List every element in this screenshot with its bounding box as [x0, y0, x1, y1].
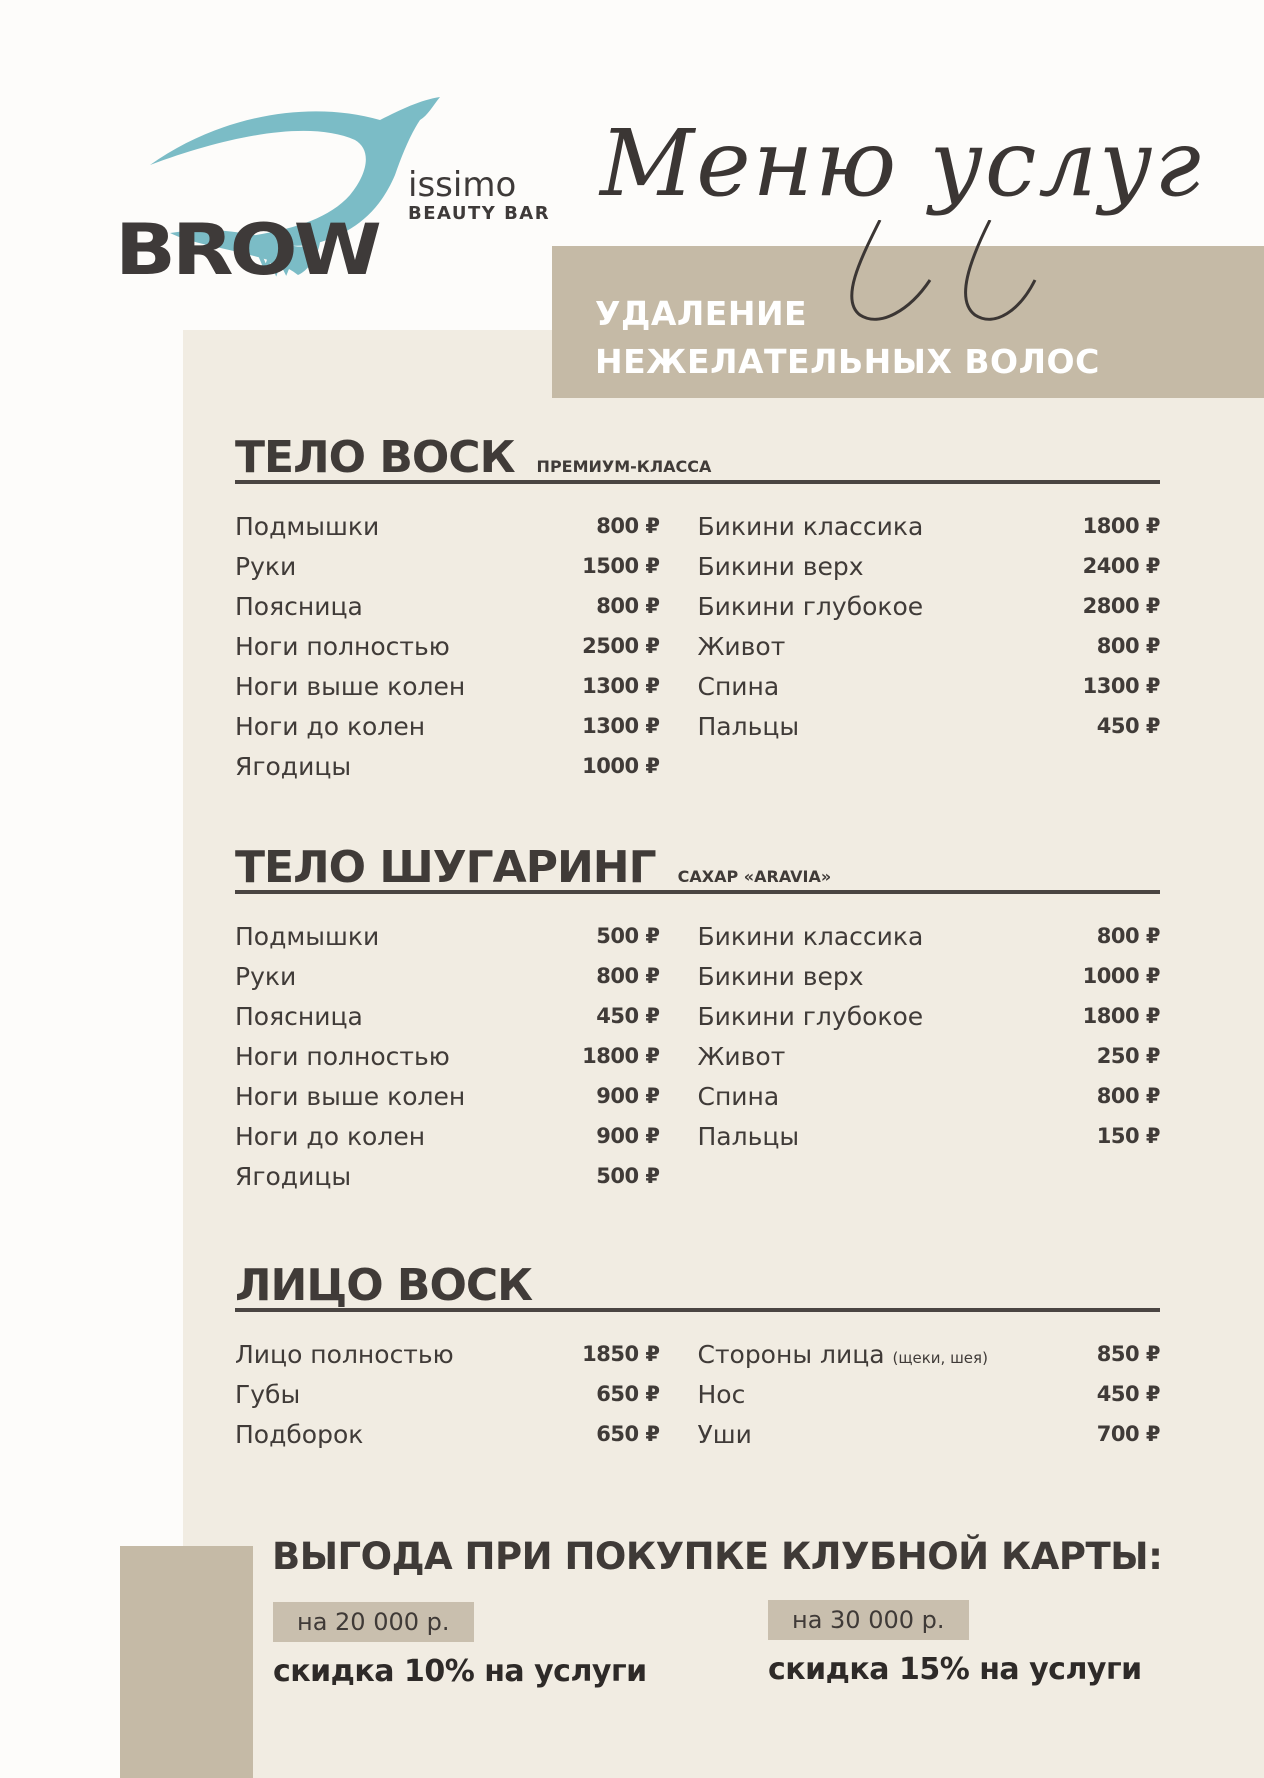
price-row — [698, 1116, 1161, 1156]
service-name: Ноги полностью — [235, 631, 450, 661]
service-name: Уши — [697, 1419, 752, 1449]
service-price: 800 ₽ — [596, 964, 660, 988]
price-row — [235, 626, 660, 666]
service-price: 450 ₽ — [1096, 714, 1160, 738]
service-price: 1300 ₽ — [1082, 674, 1160, 698]
price-row — [698, 1334, 1161, 1374]
service-price: 1000 ₽ — [582, 754, 660, 778]
banner-line-2: НЕЖЕЛАТЕЛЬНЫХ ВОЛОС — [595, 342, 1100, 381]
price-row — [235, 996, 660, 1036]
price-column-right — [698, 506, 1161, 786]
section-title: ТЕЛО ШУГАРИНГ — [235, 842, 656, 893]
section-header — [235, 1260, 1160, 1312]
service-name: Ягодицы — [235, 1161, 352, 1191]
price-row — [698, 666, 1161, 706]
service-price: 1800 ₽ — [1082, 1004, 1160, 1028]
service-name: Ноги до колен — [235, 711, 426, 741]
service-name: Живот — [697, 631, 786, 661]
price-row — [698, 546, 1161, 586]
price-row — [235, 1334, 660, 1374]
price-row — [698, 506, 1161, 546]
service-name: Пальцы — [697, 1121, 800, 1151]
service-name: Поясница — [235, 591, 363, 621]
service-price: 2500 ₽ — [582, 634, 660, 658]
service-price: 250 ₽ — [1096, 1044, 1160, 1068]
service-name: Бикини верх — [697, 961, 864, 991]
service-name: Ноги до колен — [235, 1121, 426, 1151]
service-price: 800 ₽ — [1096, 634, 1160, 658]
section-body-sugaring — [235, 842, 1160, 1196]
service-price: 850 ₽ — [1096, 1342, 1160, 1366]
price-row — [235, 1116, 660, 1156]
price-row — [235, 546, 660, 586]
section-face-wax — [235, 1260, 1160, 1454]
tier-discount: скидка 15% на услуги — [768, 1652, 1142, 1687]
section-body-wax — [235, 432, 1160, 786]
service-price: 1300 ₽ — [582, 674, 660, 698]
service-price: 800 ₽ — [596, 594, 660, 618]
service-name: Ноги выше колен — [235, 671, 466, 701]
service-name-text: Стороны лица — [697, 1339, 885, 1369]
service-price: 450 ₽ — [1096, 1382, 1160, 1406]
service-name: Бикини верх — [697, 551, 864, 581]
tier-amount-badge: на 20 000 р. — [273, 1602, 474, 1642]
service-price: 1500 ₽ — [582, 554, 660, 578]
service-name: Спина — [697, 671, 780, 701]
brand-tagline: BEAUTY BAR — [408, 203, 551, 224]
price-row — [235, 1076, 660, 1116]
tier-discount: скидка 10% на услуги — [273, 1654, 647, 1689]
service-name: Бикини глубокое — [697, 591, 924, 621]
price-column-left — [235, 1334, 698, 1454]
service-price: 450 ₽ — [596, 1004, 660, 1028]
service-price: 800 ₽ — [1096, 924, 1160, 948]
service-name: Ноги полностью — [235, 1041, 450, 1071]
service-name: Живот — [697, 1041, 786, 1071]
service-note: (щеки, шея) — [892, 1348, 988, 1367]
price-row — [698, 1414, 1161, 1454]
section-title: ЛИЦО ВОСК — [235, 1260, 533, 1311]
brand-name: BROW — [115, 208, 378, 291]
service-name: Бикини классика — [697, 921, 924, 951]
price-row — [698, 916, 1161, 956]
banner-heading — [595, 290, 1100, 386]
price-row — [235, 506, 660, 546]
price-row — [235, 1414, 660, 1454]
service-price: 2400 ₽ — [1082, 554, 1160, 578]
section-header — [235, 432, 1160, 484]
price-row — [235, 956, 660, 996]
banner-line-1: УДАЛЕНИЕ — [595, 294, 808, 333]
service-price: 1800 ₽ — [582, 1044, 660, 1068]
price-column-right — [698, 1334, 1161, 1454]
section-subtitle: ПРЕМИУМ-КЛАССА — [536, 457, 712, 476]
service-name: Спина — [697, 1081, 780, 1111]
service-price: 700 ₽ — [1096, 1422, 1160, 1446]
price-row — [698, 626, 1161, 666]
price-column-left — [235, 506, 698, 786]
service-price: 150 ₽ — [1096, 1124, 1160, 1148]
club-card-heading: ВЫГОДА ПРИ ПОКУПКЕ КЛУБНОЙ КАРТЫ: — [272, 1535, 1163, 1578]
price-row — [698, 996, 1161, 1036]
service-name — [698, 1340, 988, 1369]
decorative-block — [120, 1546, 253, 1778]
club-tier-1 — [273, 1602, 647, 1689]
service-price: 900 ₽ — [596, 1124, 660, 1148]
service-price: 500 ₽ — [596, 924, 660, 948]
page-title: Меню услуг — [600, 110, 1203, 217]
service-price: 900 ₽ — [596, 1084, 660, 1108]
brand-logo — [110, 75, 570, 290]
service-price: 650 ₽ — [596, 1422, 660, 1446]
service-name: Подмышки — [235, 511, 380, 541]
service-name: Руки — [235, 551, 297, 581]
service-price: 1000 ₽ — [1082, 964, 1160, 988]
price-row — [235, 706, 660, 746]
price-row — [235, 1374, 660, 1414]
brand-suffix: issimo — [408, 165, 517, 205]
service-name: Пальцы — [697, 711, 800, 741]
service-price: 1800 ₽ — [1082, 514, 1160, 538]
section-header — [235, 842, 1160, 894]
service-price: 650 ₽ — [596, 1382, 660, 1406]
price-row — [698, 1374, 1161, 1414]
price-row — [698, 1076, 1161, 1116]
service-name: Руки — [235, 961, 297, 991]
service-price: 2800 ₽ — [1082, 594, 1160, 618]
price-row — [235, 746, 660, 786]
service-name: Поясница — [235, 1001, 363, 1031]
price-row — [235, 1156, 660, 1196]
service-price: 500 ₽ — [596, 1164, 660, 1188]
price-row — [698, 956, 1161, 996]
service-price: 1300 ₽ — [582, 714, 660, 738]
service-name: Бикини классика — [697, 511, 924, 541]
service-name: Губы — [235, 1379, 301, 1409]
price-column-left — [235, 916, 698, 1196]
service-name: Подмышки — [235, 921, 380, 951]
service-name: Бикини глубокое — [697, 1001, 924, 1031]
service-price: 1850 ₽ — [582, 1342, 660, 1366]
service-price: 800 ₽ — [596, 514, 660, 538]
price-row — [235, 1036, 660, 1076]
service-price: 800 ₽ — [1096, 1084, 1160, 1108]
price-column-right — [698, 916, 1161, 1196]
service-name: Лицо полностью — [235, 1339, 454, 1369]
price-row — [235, 586, 660, 626]
price-row — [698, 1036, 1161, 1076]
price-row — [235, 916, 660, 956]
club-tier-2 — [768, 1600, 1142, 1687]
price-row — [698, 586, 1161, 626]
service-name: Подборок — [235, 1419, 364, 1449]
section-title: ТЕЛО ВОСК — [235, 432, 515, 483]
price-row — [698, 706, 1161, 746]
service-name: Ягодицы — [235, 751, 352, 781]
tier-amount-badge: на 30 000 р. — [768, 1600, 969, 1640]
service-name: Ноги выше колен — [235, 1081, 466, 1111]
service-name: Нос — [697, 1379, 746, 1409]
section-subtitle: САХАР «ARAVIA» — [677, 867, 832, 886]
price-row — [235, 666, 660, 706]
